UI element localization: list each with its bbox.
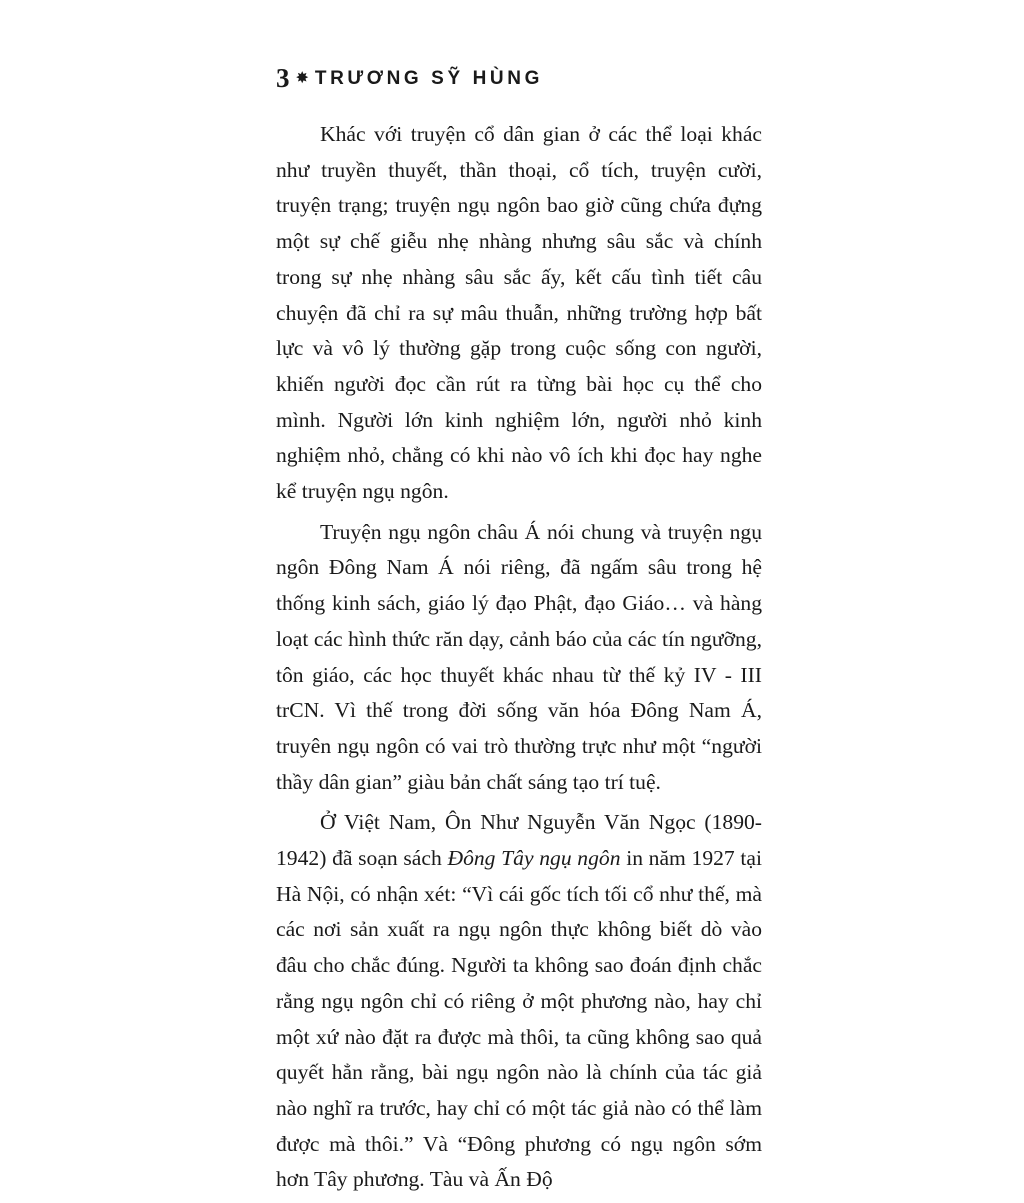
paragraph xyxy=(276,515,762,801)
body-text xyxy=(276,117,762,1203)
book-title-italic: Đông Tây ngụ ngôn xyxy=(447,846,621,871)
paragraph xyxy=(276,805,762,1198)
text-segment: Truyện ngụ ngôn châu Á nói chung và truyện ngụ ngôn Đông Nam Á nói riêng, đã ngấm sâu trong hệ thống kinh sách, giáo lý đạo Phật, đạo Giáo… và hàng loạt các hình thức răn dạy, cảnh báo của các tín ngưỡng, tôn giáo, các học thuyết khác nhau từ thế kỷ IV - III trCN. Vì thế trong đời sống văn hóa Đông Nam Á, truyên ngụ ngôn có vai trò thường trực như một “người thầy dân gian” giàu bản chất sáng tạo trí tuệ. xyxy=(276,519,762,794)
star-icon: ✸ xyxy=(295,70,309,87)
page-number: 3 xyxy=(276,62,290,93)
text-segment: in năm 1927 tại Hà Nội, có nhận xét: “Vì cái gốc tích tối cổ như thế, mà các nơi sản xuất ra ngụ ngôn thực không biết dò vào đâu cho chắc đúng. Người ta không sao đoán định chắc rằng ngụ ngôn chỉ có riêng ở một phương nào, hay chỉ một xứ nào đặt ra được mà thôi, ta cũng không sao quả quyết hẳn rằng, bài ngụ ngôn nào là chính của tác giả nào nghĩ ra trước, hay chỉ có một tác giả nào có thể làm được mà thôi.” Và “Đông phương có ngụ ngôn sớm hơn Tây phương. Tàu và Ấn Độ xyxy=(276,846,762,1192)
text-segment: Khác với truyện cổ dân gian ở các thể loại khác như truyền thuyết, thần thoại, cổ tích, truyện cười, truyện trạng; truyện ngụ ngôn bao giờ cũng chứa đựng một sự chế giễu nhẹ nhàng nhưng sâu sắc và chính trong sự nhẹ nhàng sâu sắc ấy, kết cấu tình tiết câu chuyện đã chỉ ra sự mâu thuẫn, những trường hợp bất lực và vô lý thường gặp trong cuộc sống con người, khiến người đọc cần rút ra từng bài học cụ thể cho mình. Người lớn kinh nghiệm lớn, người nhỏ kinh nghiệm nhỏ, chẳng có khi nào vô ích khi đọc hay nghe kể truyện ngụ ngôn. xyxy=(276,122,762,504)
page-header xyxy=(276,60,543,96)
paragraph xyxy=(276,117,762,510)
text-segment: Ở Việt Nam, Ôn Như Nguyễn Văn Ngọc (1890-1942) đã soạn sách xyxy=(276,810,762,871)
running-head: TRƯƠNG SỸ HÙNG xyxy=(314,67,543,89)
